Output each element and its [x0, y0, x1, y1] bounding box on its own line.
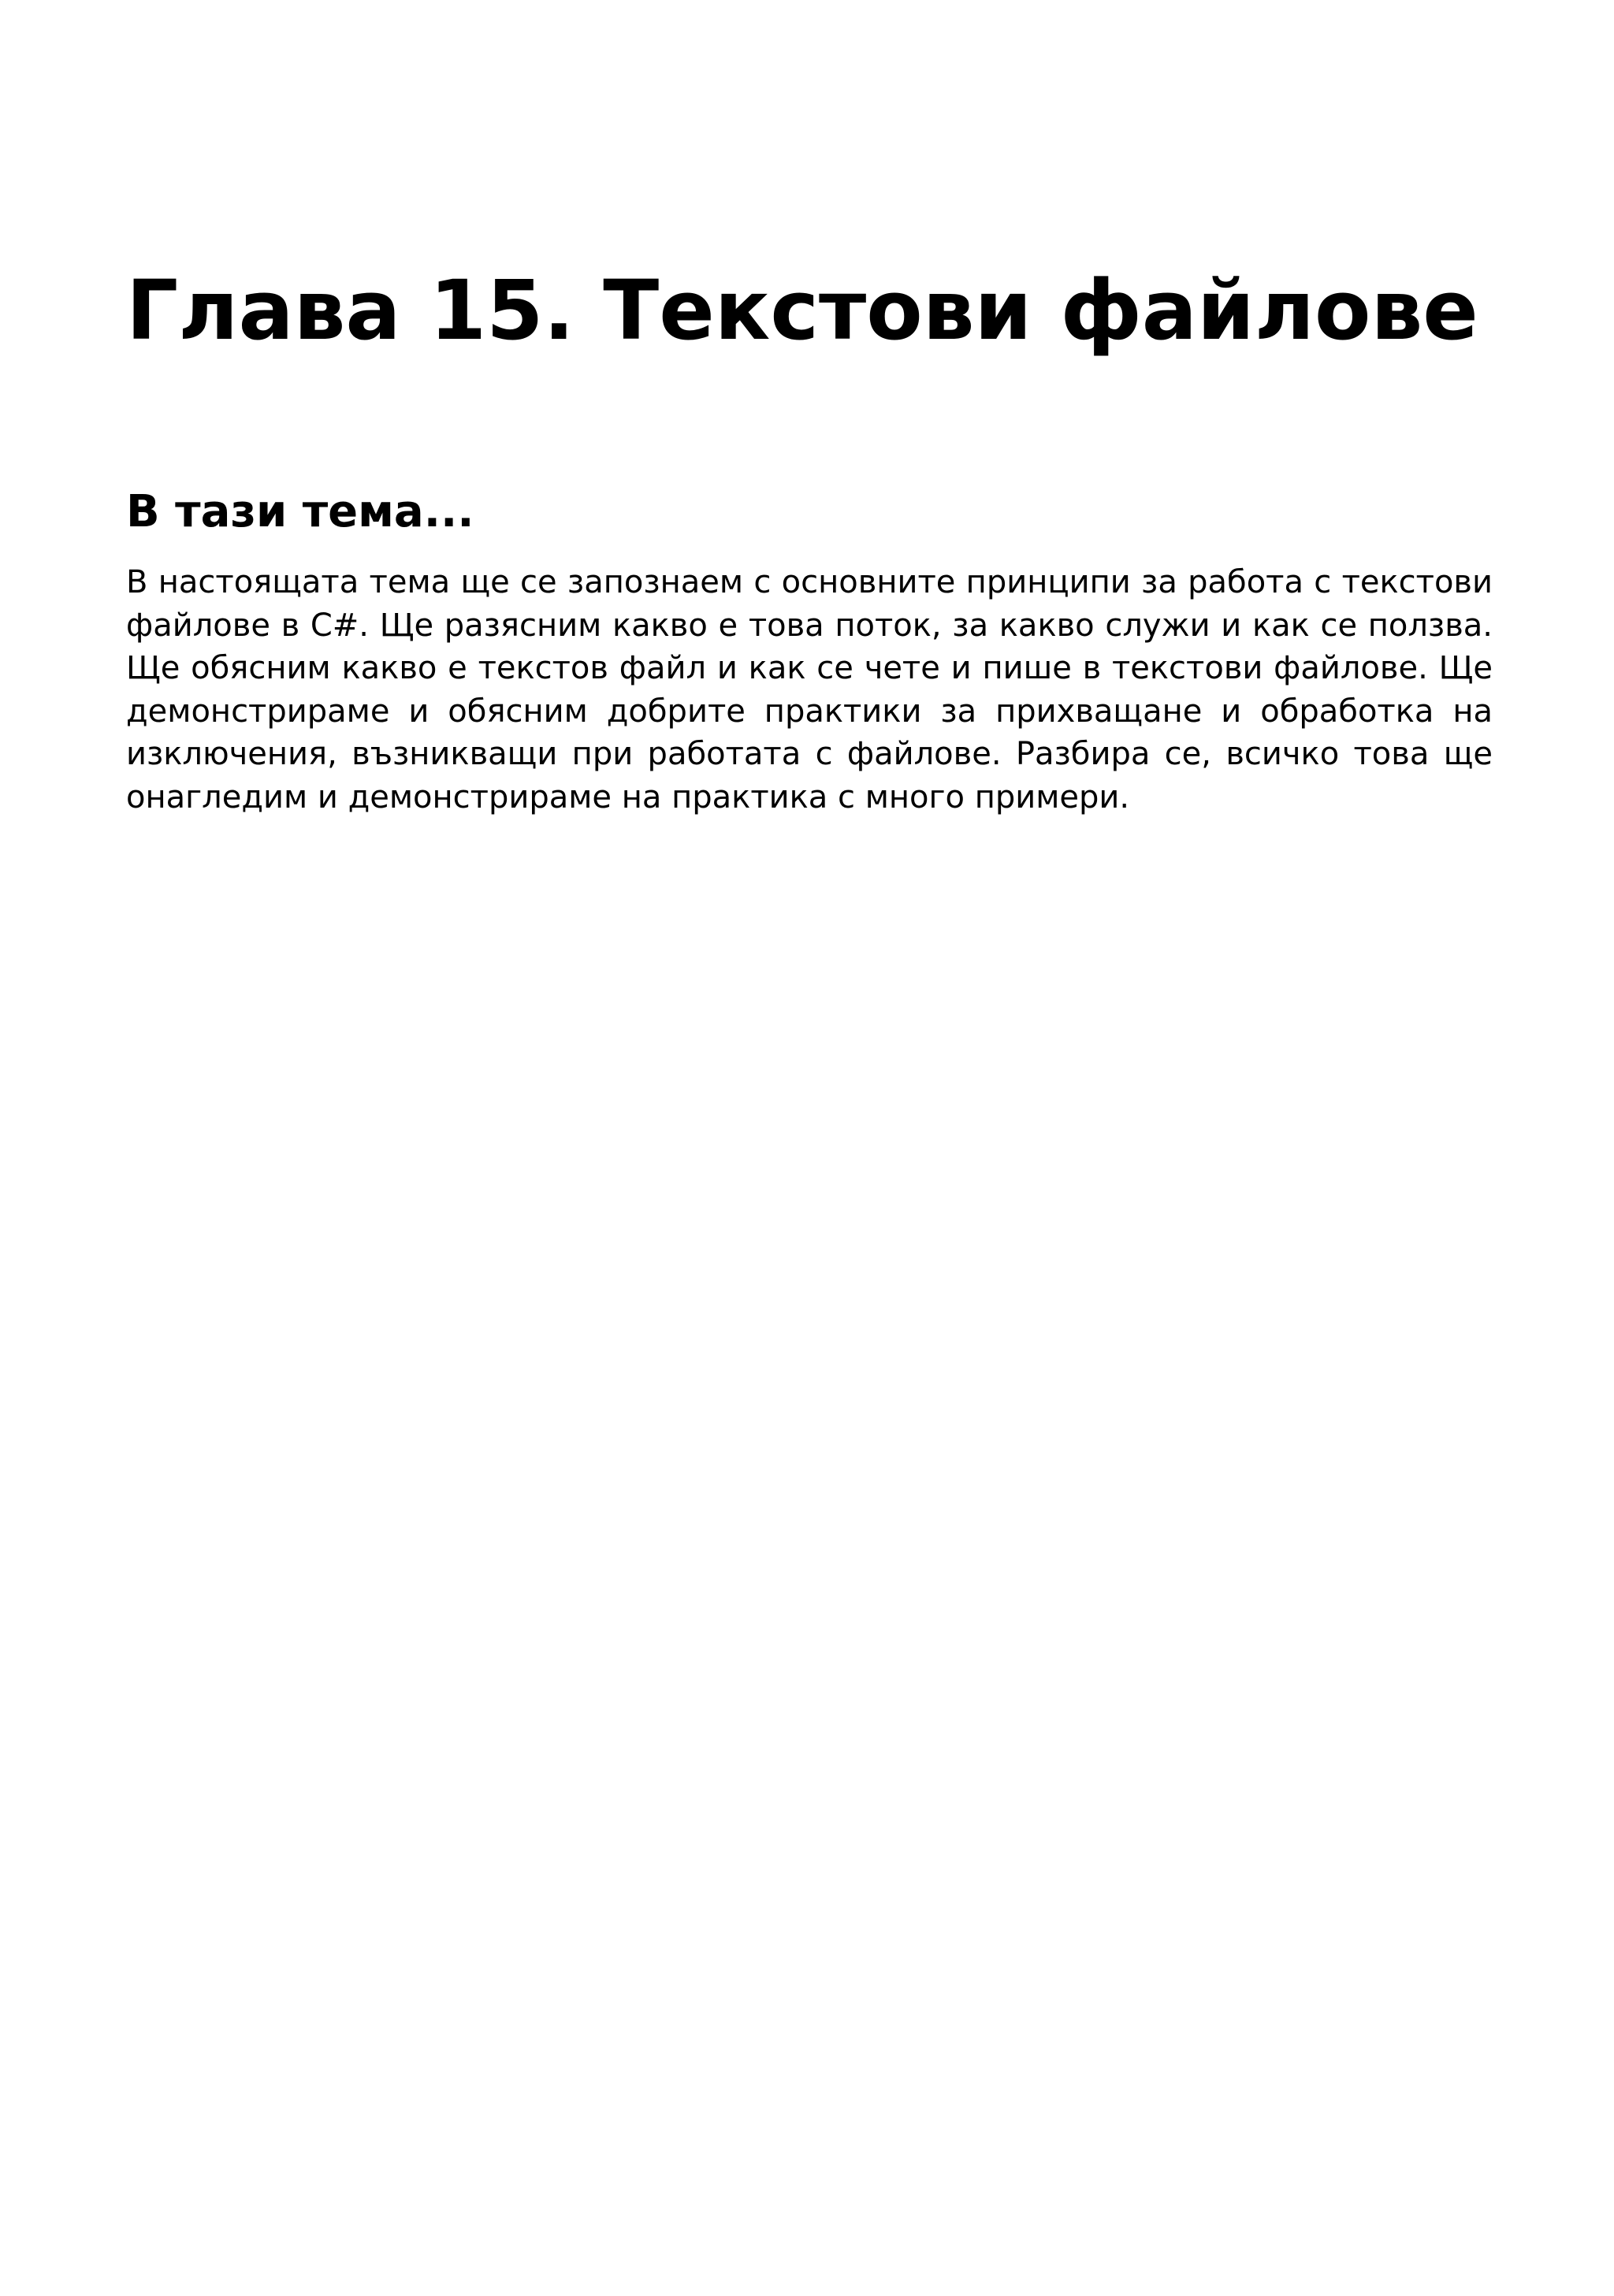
section-heading: В тази тема... — [126, 486, 474, 537]
intro-paragraph: В настоящата тема ще се запознаем с основните принципи за работа с текстови файлове в C#. Ще разясним какво е това поток, за какво служи и как се ползва. Ще обясним какво е текстов файл и как се чете и пише в текстови файлове. Ще демонстрираме и обясним добрите практики за прихващане и обработка на изключения, възникващи при работата с файлове. Разбира се, всичко това ще онагледим и демонстрираме на практика с много примери. — [126, 564, 1493, 815]
chapter-title: Глава 15. Текстови файлове — [126, 262, 1478, 359]
